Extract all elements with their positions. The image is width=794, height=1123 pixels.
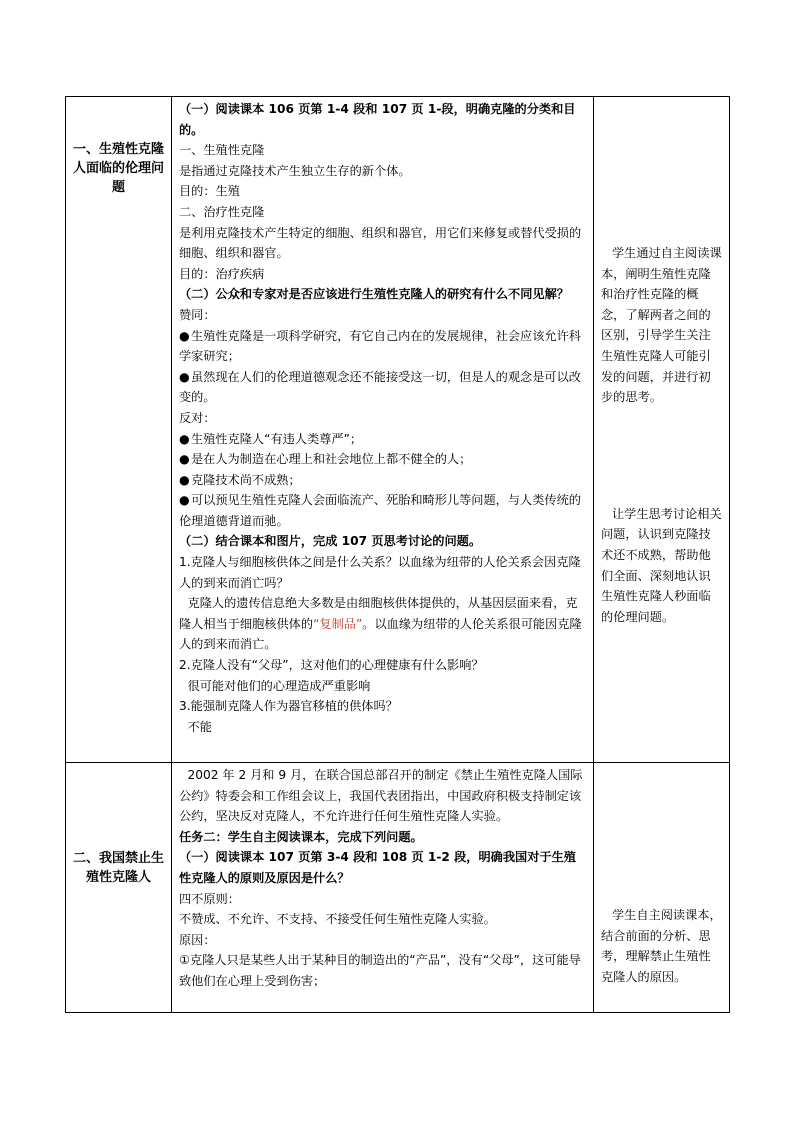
highlight-text: “复制品”: [313, 616, 363, 631]
teaching-note: 学生通过自主阅读课本，阐明生殖性克隆和治疗性克隆的概念，了解两者之间的区别，引导学生关注生殖性克隆人可能引发的问题，并进行初步的思考。: [601, 246, 722, 405]
content-line: 1.克隆人与细胞核供体之间是什么关系？以血缘为纽带的人伦关系会因克隆人的到来而消亡吗？: [179, 555, 581, 590]
content-line: 是指通过克隆技术产生独立生存的新个体。: [179, 163, 411, 178]
answer-line: 不能: [187, 719, 212, 734]
content-line: 反对：: [179, 410, 216, 425]
content-line: 一、生殖性克隆: [179, 143, 265, 158]
section-heading-cell: [66, 97, 172, 763]
content-line: 二、治疗性克隆: [179, 204, 265, 219]
bullet-icon: ●: [179, 472, 190, 487]
teaching-note: 让学生思考讨论相关问题，认识到克隆技术还不成熟，帮助他们全面、深刻地认识生殖性克隆人秒面临的伦理问题。: [601, 506, 722, 624]
notes-cell: [594, 97, 730, 763]
content-line: 3.能强制克隆人作为器官移植的供体吗？: [179, 699, 398, 714]
answer-paragraph: 克隆人的遗传信息绝大多数是由细胞核供体提供的，从基因层面来看，克隆人相当于细胞核供体的“复制品”。以血缘为纽带的人伦关系很可能因克隆人的到来而消亡。: [179, 596, 582, 652]
task-heading: 任务二：学生自主阅读课本，完成下列问题。: [179, 829, 423, 844]
bullet-icon: ●: [179, 452, 190, 467]
bullet-item: ●可以预见生殖性克隆人会面临流产、死胎和畸形儿等问题，与人类传统的伦理道德背道而驰。: [179, 490, 587, 531]
question-heading: （二）公众和专家对是否应该进行生殖性克隆人的研究有什么不同见解？: [179, 287, 569, 302]
question-heading: （一）阅读课本 107 页第 3-4 段和 108 页 1-2 段，明确我国对于生殖性克隆人的原则及原因是什么？: [179, 850, 576, 885]
notes-cell: [594, 763, 730, 1013]
content-line: 是利用克隆技术产生特定的细胞、组织和器官，用它们来修复或替代受损的细胞、组织和器官。: [179, 225, 582, 261]
bullet-item: ●虽然现在人们的伦理道德观念还不能接受这一切，但是人的观念是可以改变的。: [179, 367, 587, 408]
bullet-icon: ●: [179, 369, 190, 384]
table-row: [66, 763, 730, 1013]
content-line: 赞同：: [179, 307, 216, 322]
teaching-note: 学生自主阅读课本，结合前面的分析、思考，理解禁止生殖性克隆人的原因。: [601, 908, 722, 984]
content-cell: [172, 763, 594, 1013]
content-paragraph: 2002 年 2 月和 9 月，在联合国总部召开的制定《禁止生殖性克隆人国际公约》特委会和工作组会议上，我国代表团指出，中国政府积极支持制定该公约，坚决反对克隆人，不允许进行任何生殖性克隆人实验。: [179, 768, 583, 824]
content-line: 原因：: [179, 932, 216, 947]
bullet-item: ●生殖性克隆人“有违人类尊严”；: [179, 429, 587, 450]
section-heading: 二、我国禁止生殖性克隆人: [72, 851, 164, 885]
bullet-item: ●克隆技术尚不成熟；: [179, 470, 587, 491]
section-heading-cell: [66, 763, 172, 1013]
section-heading: 一、生殖性克隆人面临的伦理问题: [72, 142, 164, 195]
content-line: 2.克隆人没有“父母”，这对他们的心理健康有什么影响？: [179, 658, 484, 673]
lesson-table: [65, 96, 730, 1013]
content-line: ①克隆人只是某些人出于某种目的制造出的“产品”，没有“父母”，这可能导致他们在心理上受到伤害；: [179, 953, 581, 988]
answer-line: 很可能对他们的心理造成严重影响: [187, 678, 371, 693]
question-heading: （二）结合课本和图片，完成 107 页思考讨论的问题。: [179, 534, 482, 549]
content-line: 目的：治疗疾病: [179, 266, 265, 281]
table-row: [66, 97, 730, 763]
content-line: 目的：生殖: [179, 184, 240, 199]
bullet-item: ●是在人为制造在心理上和社会地位上都不健全的人；: [179, 449, 587, 470]
bullet-icon: ●: [179, 431, 190, 446]
bullet-icon: ●: [179, 328, 190, 343]
bullet-item: ●生殖性克隆是一项科学研究，有它自己内在的发展规律，社会应该允许科学家研究；: [179, 326, 587, 367]
bullet-icon: ●: [179, 493, 190, 508]
content-line: 不赞成、不允许、不支持、不接受任何生殖性克隆人实验。: [179, 912, 496, 927]
content-cell: [172, 97, 594, 763]
question-heading: （一）阅读课本 106 页第 1-4 段和 107 页 1-段，明确克隆的分类和目的。: [179, 102, 576, 137]
content-line: 四不原则：: [179, 891, 240, 906]
